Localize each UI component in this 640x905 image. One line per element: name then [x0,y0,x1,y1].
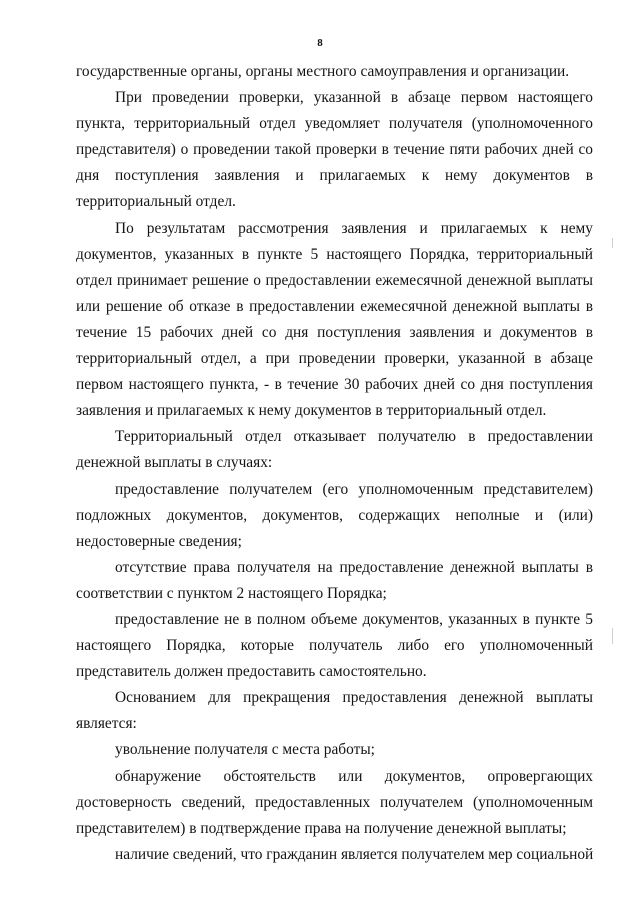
paragraph-continuation: государственные органы, органы местного самоуправления и организации. [76,63,570,80]
paragraph-termination-grounds: Основанием для прекращения предоставления денежной выплаты является: [76,689,593,733]
list-item-false-information: обнаружение обстоятельств или документов, опровергающих достоверность сведений, предоставленных получателем (уполномоченным представителем) в подтверждение права на получение денежной выплаты; [76,767,593,837]
page-number: 8 [317,37,323,49]
paragraph-refusal-grounds: Территориальный отдел отказывает получателю в предоставлении денежной выплаты в случаях: [76,428,593,472]
paragraph-verification-notice: При проведении проверки, указанной в абзаце первом настоящего пункта, территориальный отдел уведомляет получателя (уполномоченного представителя) о проведении такой проверки в течение пяти рабочих дней со дня поступления заявления и прилагаемых к нему документов в территориальный отдел. [76,89,593,211]
list-item-other-benefits: наличие сведений, что гражданин является получателем мер социальной [115,845,593,863]
list-item-no-entitlement: отсутствие права получателя на предоставление денежной выплаты в соответствии с пунктом 2 настоящего Порядка; [76,558,593,602]
paragraph-decision-terms: По результатам рассмотрения заявления и прилагаемых к нему документов, указанных в пункте 5 настоящего Порядка, территориальный отдел принимает решение о предоставлении ежемесячной денежной выплаты или решение об отказе в предоставлении ежемесячной денежной выплаты в течение 15 рабочих дней со дня поступления заявления и документов в территориальный отдел, а при проведении проверки, указанной в абзаце первом настоящего пункта, - в течение 30 рабочих дней со дня поступления заявления и прилагаемых к нему документов в территориальный отдел. [76,219,593,420]
list-item-forged-documents: предоставление получателем (его уполномоченным представителем) подложных документов, документов, содержащих неполные и (или) недостоверные сведения; [76,480,593,550]
document-body [76,59,593,868]
list-item-dismissal: увольнение получателя с места работы; [115,741,375,759]
list-item-incomplete-documents: предоставление не в полном объеме документов, указанных в пункте 5 настоящего Порядка, которые получатель либо его уполномоченный представитель должен предоставить самостоятельно. [76,610,593,681]
scan-margin-mark [612,238,613,248]
scan-margin-mark [612,628,613,644]
